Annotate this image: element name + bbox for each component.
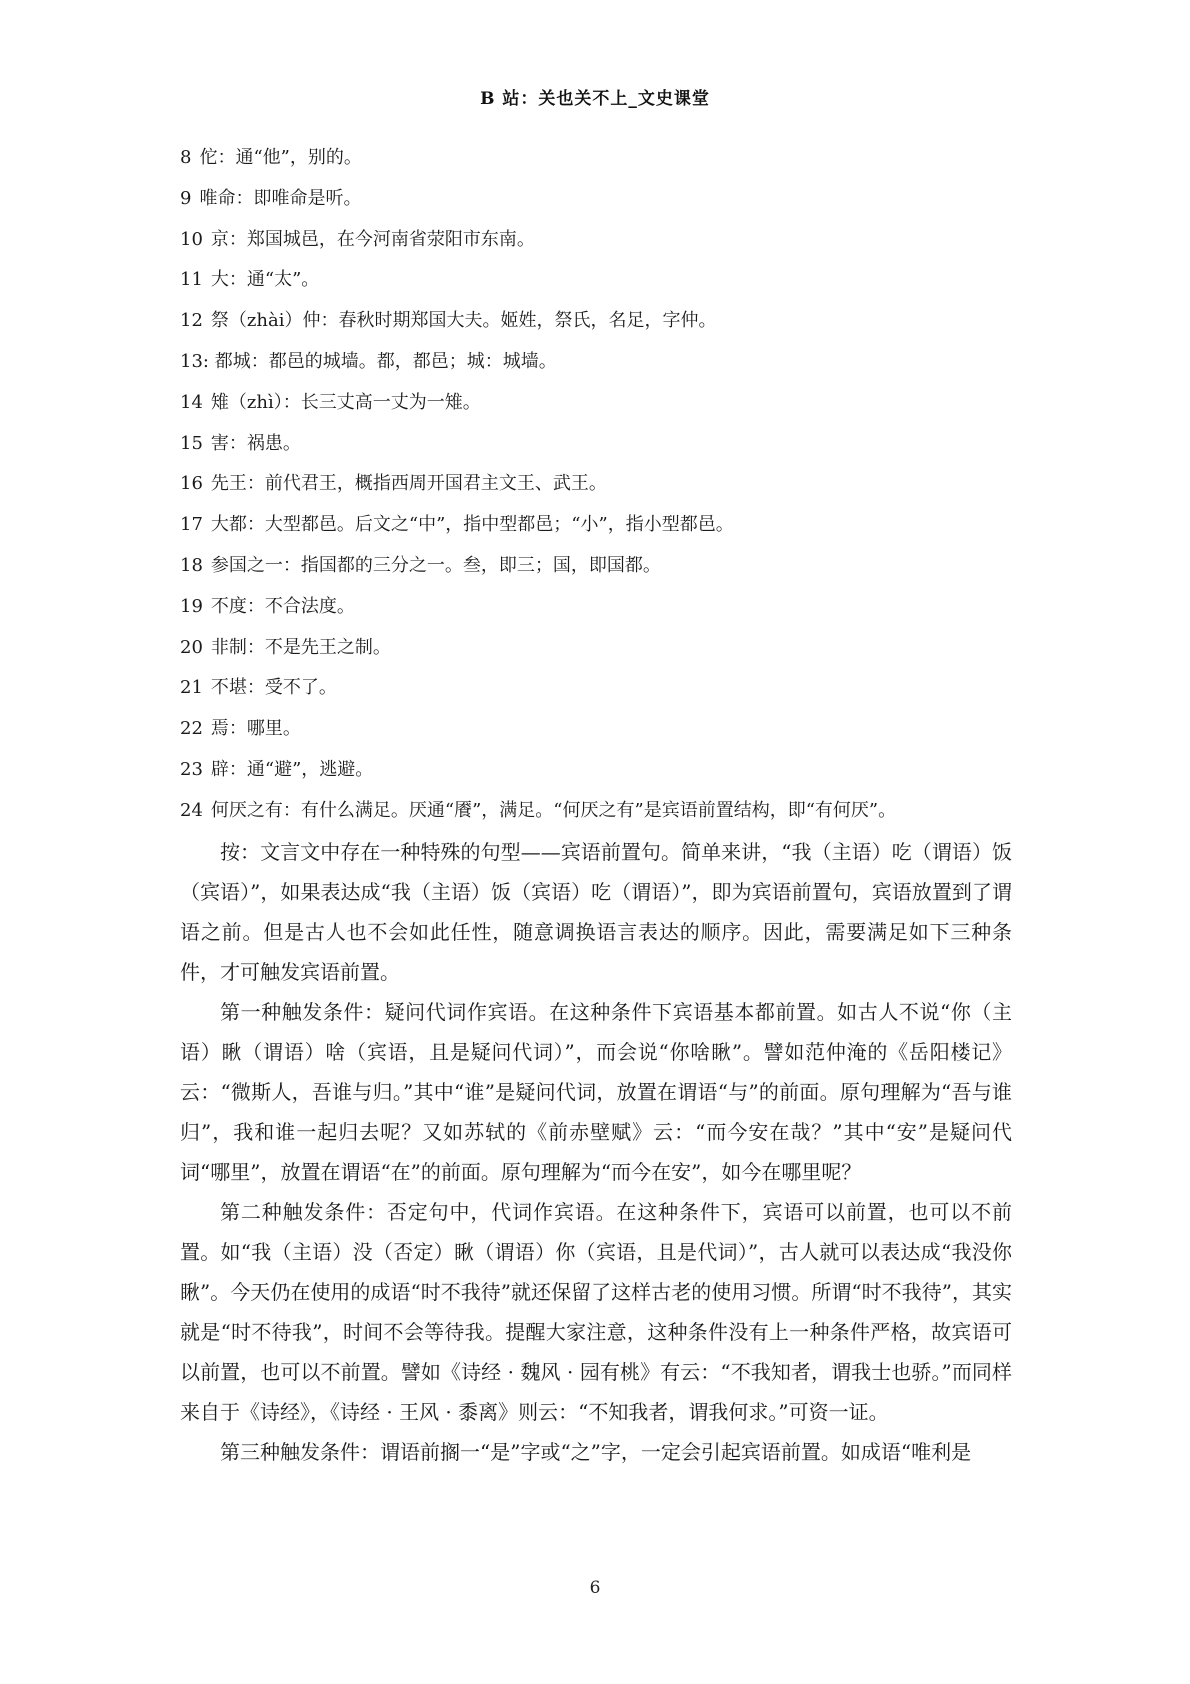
annotation-text: 唯命：即唯命是听。 bbox=[199, 187, 362, 209]
annotation-item bbox=[180, 179, 1012, 220]
annotation-number: 13 bbox=[180, 350, 203, 372]
annotation-number: 24 bbox=[180, 799, 203, 821]
annotation-text: 害：祸患。 bbox=[210, 432, 301, 454]
annotation-text: 大：通“太”。 bbox=[210, 269, 320, 291]
annotation-item bbox=[180, 587, 1012, 628]
annotation-number: 22 bbox=[180, 718, 203, 740]
annotation-item bbox=[180, 342, 1012, 383]
annotation-item bbox=[180, 220, 1012, 261]
annotation-text: 辟：通“避”，逃避。 bbox=[210, 758, 374, 780]
annotation-number: 16 bbox=[180, 473, 203, 495]
annotation-item bbox=[180, 260, 1012, 301]
annotation-item bbox=[180, 424, 1012, 465]
annotation-number: 20 bbox=[180, 636, 203, 658]
annotation-item bbox=[180, 709, 1012, 750]
annotation-number: 21 bbox=[180, 677, 203, 699]
annotation-number: 11 bbox=[180, 269, 203, 291]
condition-one-paragraph: 第一种触发条件：疑问代词作宾语。在这种条件下宾语基本都前置。如古人不说“你（主语）瞅（谓语）啥（宾语，且是疑问代词）”，而会说“你啥瞅”。譬如范仲淹的《岳阳楼记》云：“微斯人，吾谁与归。”其中“谁”是疑问代词，放置在谓语“与”的前面。原句理解为“吾与谁归”，我和谁一起归去呢？又如苏轼的《前赤壁赋》云：“而今安在哉？”其中“安”是疑问代词“哪里”，放置在谓语“在”的前面。原句理解为“而今在安”，如今在哪里呢？ bbox=[180, 999, 1012, 1184]
condition-two-paragraph: 第二种触发条件：否定句中，代词作宾语。在这种条件下，宾语可以前置，也可以不前置。如“我（主语）没（否定）瞅（谓语）你（宾语，且是代词）”，古人就可以表达成“我没你瞅”。今天仍在使用的成语“时不我待”就还保留了这样古老的使用习惯。所谓“时不我待”，其实就是“时不待我”，时间不会等待我。提醒大家注意，这种条件没有上一种条件严格，故宾语可以前置，也可以不前置。譬如《诗经 · 魏风 · 园有桃》有云：“不我知者，谓我士也骄。”而同样来自于《诗经》，《诗经 · 王风 · 黍离》则云：“不知我者，谓我何求。”可资一证。 bbox=[180, 1199, 1012, 1424]
annotation-text: 焉：哪里。 bbox=[210, 718, 301, 740]
condition-three-paragraph: 第三种触发条件：谓语前搁一“是”字或“之”字，一定会引起宾语前置。如成语“唯利是 bbox=[220, 1439, 972, 1464]
annotation-number: 14 bbox=[180, 391, 203, 413]
annotation-item bbox=[180, 464, 1012, 505]
annotation-number: 9 bbox=[180, 187, 192, 209]
annotation-number: 8 bbox=[180, 147, 192, 168]
annotation-item bbox=[180, 383, 1012, 424]
annotation-item bbox=[180, 628, 1012, 669]
annotation-number: 15 bbox=[180, 432, 203, 454]
annotation-text: 雉（zhì）：长三丈高一丈为一雉。 bbox=[210, 391, 481, 413]
document-body bbox=[180, 138, 1012, 1472]
annotation-item bbox=[180, 505, 1012, 546]
annotation-text: 祭（zhài）仲：春秋时期郑国大夫。姬姓，祭氏，名足，字仲。 bbox=[210, 310, 717, 332]
annotation-number: 23 bbox=[180, 758, 203, 780]
annotation-item bbox=[180, 668, 1012, 709]
annotation-number: 17 bbox=[180, 514, 203, 536]
annotation-item bbox=[180, 791, 1012, 832]
annotation-text: 何厌之有：有什么满足。厌通“餍”，满足。“何厌之有”是宾语前置结构，即“有何厌”。 bbox=[210, 799, 897, 821]
annotation-text: 大都：大型都邑。后文之“中”，指中型都邑；“小”，指小型都邑。 bbox=[210, 514, 734, 536]
annotation-text: : 都城：都邑的城墙。都，都邑；城：城墙。 bbox=[202, 350, 557, 372]
annotation-item bbox=[180, 546, 1012, 587]
annotation-number: 19 bbox=[180, 595, 203, 617]
annotation-text: 不堪：受不了。 bbox=[210, 677, 337, 699]
annotation-item bbox=[180, 750, 1012, 791]
annotation-item bbox=[180, 138, 1012, 179]
annotation-list bbox=[180, 138, 1012, 832]
annotation-text: 京：郑国城邑，在今河南省荥阳市东南。 bbox=[210, 228, 535, 250]
annotation-text: 佗：通“他”，别的。 bbox=[199, 147, 362, 168]
annotation-text: 参国之一：指国都的三分之一。叁，即三；国，即国都。 bbox=[210, 554, 661, 576]
annotation-text: 先王：前代君王，概指西周开国君主文王、武王。 bbox=[210, 473, 607, 495]
annotation-number: 12 bbox=[180, 310, 203, 332]
annotation-text: 非制：不是先王之制。 bbox=[210, 636, 391, 658]
page-number: 6 bbox=[589, 1578, 601, 1598]
annotation-number: 18 bbox=[180, 554, 203, 576]
annotation-item bbox=[180, 301, 1012, 342]
page-header: B 站：关也关不上_文史课堂 bbox=[480, 89, 710, 109]
annotation-text: 不度：不合法度。 bbox=[210, 595, 355, 617]
annotation-number: 10 bbox=[180, 228, 203, 250]
commentary-paragraph: 按：文言文中存在一种特殊的句型——宾语前置句。简单来讲，“我（主语）吃（谓语）饭（宾语）”，如果表达成“我（主语）饭（宾语）吃（谓语）”，即为宾语前置句，宾语放置到了谓语之前。但是古人也不会如此任性，随意调换语言表达的顺序。因此，需要满足如下三种条件，才可触发宾语前置。 bbox=[180, 839, 1012, 984]
